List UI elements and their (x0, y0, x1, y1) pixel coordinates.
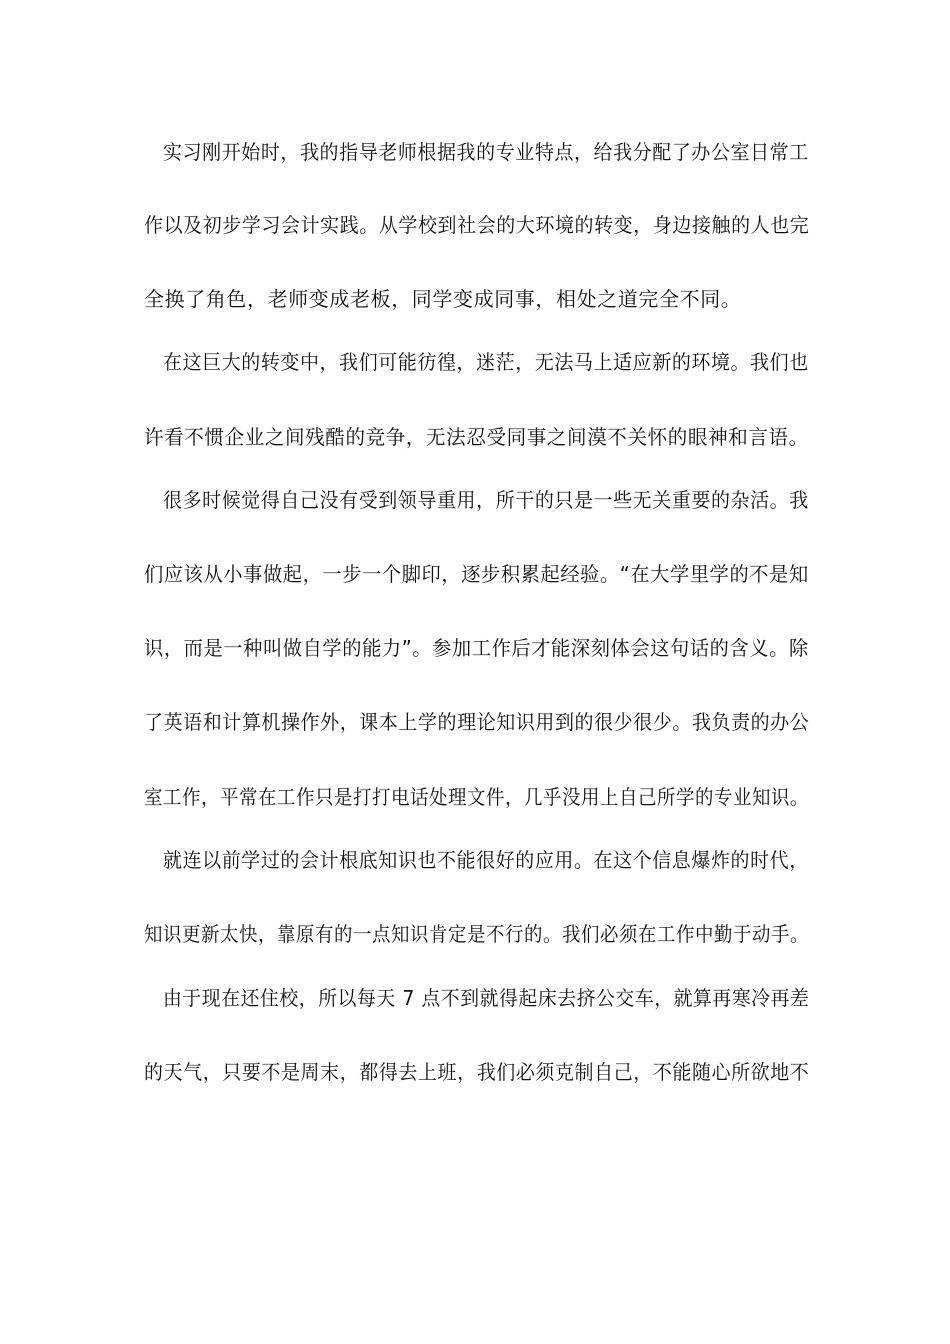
paragraph-line: 作以及初步学习会计实践。从学校到社会的大环境的转变，身边接触的人也完 (144, 213, 810, 237)
paragraph-line: 们应该从小事做起，一步一个脚印，逐步积累起经验。“在大学里学的不是知 (144, 562, 809, 586)
paragraph-line: 实习刚开始时，我的指导老师根据我的专业特点，给我分配了办公室日常工 (163, 140, 809, 164)
paragraph-line: 识，而是一种叫做自学的能力”。参加工作后才能深刻体会这句话的含义。除 (144, 636, 809, 660)
paragraph-line: 就连以前学过的会计根底知识也不能很好的应用。在这个信息爆炸的时代， (163, 848, 809, 872)
paragraph-line: 室工作，平常在工作只是打打电话处理文件，几乎没用上自己所学的专业知识。 (144, 785, 809, 809)
paragraph-line: 许看不惯企业之间残酷的竞争，无法忍受同事之间漠不关怀的眼神和言语。 (144, 425, 809, 449)
paragraph-line: 的天气，只要不是周末，都得去上班，我们必须克制自己，不能随心所欲地不 (144, 1060, 810, 1084)
paragraph-line: 全换了角色，老师变成老板，同学变成同事，相处之道完全不同。 (144, 287, 742, 311)
paragraph-line: 知识更新太快，靠原有的一点知识肯定是不行的。我们必须在工作中勤于动手。 (144, 922, 809, 946)
paragraph-line: 很多时候觉得自己没有受到领导重用，所干的只是一些无关重要的杂活。我 (163, 488, 809, 512)
paragraph-line: 在这巨大的转变中，我们可能彷徨，迷茫，无法马上适应新的环境。我们也 (163, 350, 809, 374)
paragraph-line: 了英语和计算机操作外，课本上学的理论知识用到的很少很少。我负责的办公 (144, 710, 810, 734)
paragraph-line: 由于现在还住校，所以每天 7 点不到就得起床去挤公交车，就算再寒冷再差 (163, 986, 810, 1010)
